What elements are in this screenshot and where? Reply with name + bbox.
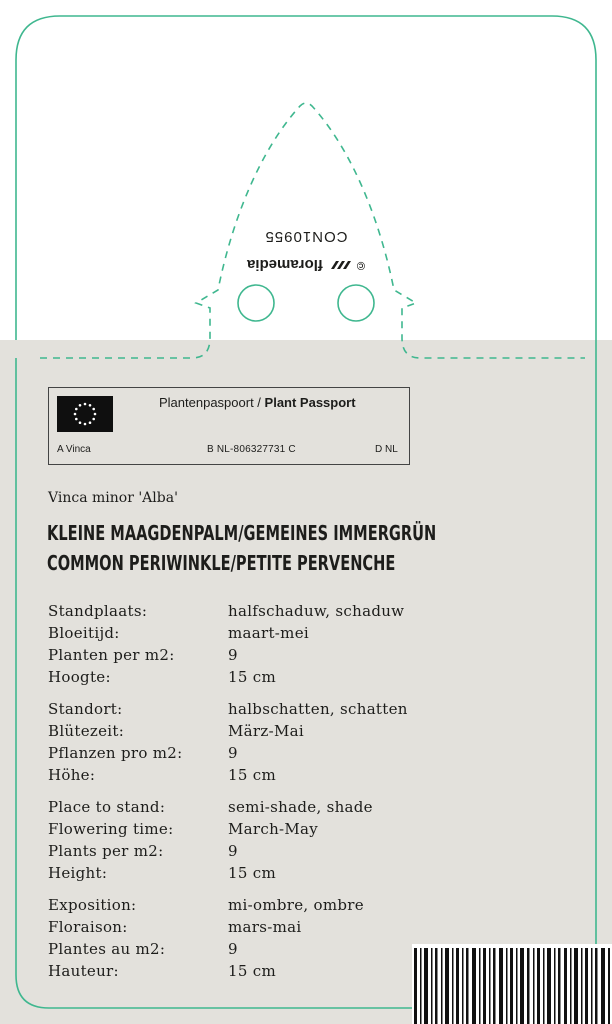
- property-label: Flowering time:: [48, 820, 174, 838]
- product-code: CON10955: [264, 228, 348, 245]
- property-row: [48, 644, 468, 666]
- property-label: Pflanzen pro m2:: [48, 744, 183, 762]
- brand-name: floramedia: [247, 256, 323, 274]
- property-row: [48, 742, 468, 764]
- property-row: [48, 666, 468, 688]
- property-value: mars-mai: [228, 918, 302, 936]
- property-value: 9: [228, 744, 238, 762]
- property-label: Exposition:: [48, 896, 137, 914]
- property-label: Standort:: [48, 700, 123, 718]
- property-value: March-May: [228, 820, 319, 838]
- passport-title-nl: Plantenpaspoort /: [159, 395, 265, 410]
- property-label: Blütezeit:: [48, 722, 125, 740]
- hang-tag-branding: [196, 228, 416, 275]
- common-name-line: KLEINE MAAGDENPALM/GEMEINES IMMERGRÜN: [47, 521, 437, 545]
- property-label: Height:: [48, 864, 108, 882]
- property-value: März-Mai: [228, 722, 304, 740]
- floramedia-logo-icon: [329, 260, 351, 270]
- passport-title-en: Plant Passport: [264, 395, 356, 410]
- passport-field-b: B NL-806327731 C: [207, 444, 296, 455]
- property-row: [48, 764, 468, 786]
- copyright-symbol: ©: [356, 259, 365, 271]
- property-value: maart-mei: [228, 624, 309, 642]
- property-value: 9: [228, 646, 238, 664]
- property-value: 9: [228, 940, 238, 958]
- eu-flag-icon: [57, 396, 113, 432]
- property-value: mi-ombre, ombre: [228, 896, 364, 914]
- property-value: halbschatten, schatten: [228, 700, 408, 718]
- property-row: [48, 622, 468, 644]
- property-row: [48, 894, 468, 916]
- barcode-icon: [412, 944, 612, 1024]
- property-value: 15 cm: [228, 668, 276, 686]
- property-group-en: [48, 796, 468, 884]
- property-label: Plants per m2:: [48, 842, 164, 860]
- plant-properties: [48, 600, 468, 992]
- plant-passport: [48, 387, 410, 465]
- property-value: semi-shade, shade: [228, 798, 373, 816]
- property-row: [48, 960, 468, 982]
- property-row: [48, 720, 468, 742]
- property-row: [48, 818, 468, 840]
- passport-field-d: D NL: [375, 444, 398, 455]
- property-value: 9: [228, 842, 238, 860]
- property-value: 15 cm: [228, 962, 276, 980]
- property-label: Bloeitijd:: [48, 624, 120, 642]
- passport-title: [159, 395, 356, 410]
- property-label: Hoogte:: [48, 668, 111, 686]
- property-row: [48, 938, 468, 960]
- property-row: [48, 916, 468, 938]
- property-label: Planten per m2:: [48, 646, 175, 664]
- common-name-line: COMMON PERIWINKLE/PETITE PERVENCHE: [47, 551, 396, 575]
- passport-field-a: A Vinca: [57, 444, 91, 455]
- property-value: 15 cm: [228, 864, 276, 882]
- property-row: [48, 796, 468, 818]
- property-value: halfschaduw, schaduw: [228, 602, 405, 620]
- common-names: [47, 518, 436, 578]
- property-value: 15 cm: [228, 766, 276, 784]
- property-row: [48, 698, 468, 720]
- latin-name: Vinca minor 'Alba': [48, 490, 178, 506]
- property-label: Floraison:: [48, 918, 128, 936]
- brand-line: [196, 255, 416, 275]
- property-group-fr: [48, 894, 468, 982]
- property-group-de: [48, 698, 468, 786]
- property-row: [48, 862, 468, 884]
- property-label: Plantes au m2:: [48, 940, 166, 958]
- property-row: [48, 600, 468, 622]
- property-label: Place to stand:: [48, 798, 166, 816]
- property-label: Hauteur:: [48, 962, 119, 980]
- property-label: Höhe:: [48, 766, 96, 784]
- property-label: Standplaats:: [48, 602, 148, 620]
- property-row: [48, 840, 468, 862]
- property-group-nl: [48, 600, 468, 688]
